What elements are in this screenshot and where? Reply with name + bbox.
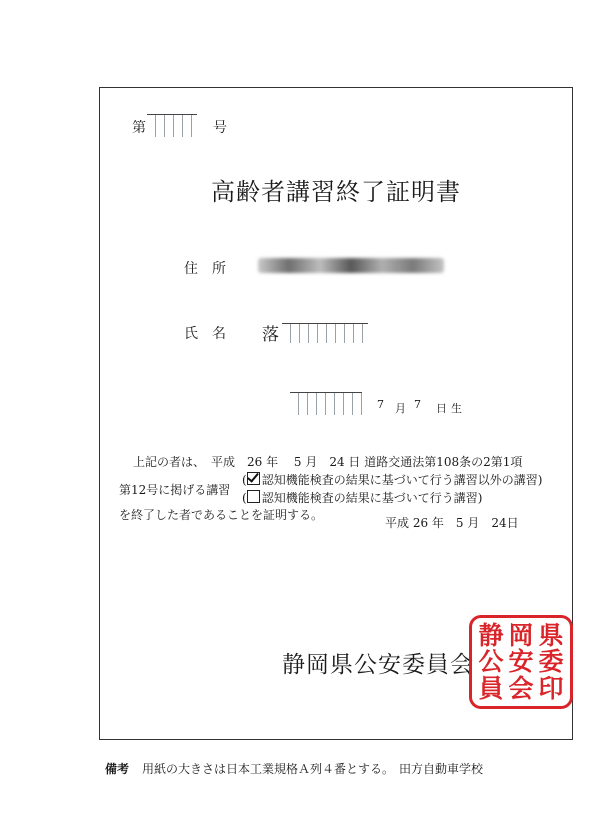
option-2: ( 認知機能検査の結果に基づいて行う講習) [242, 491, 483, 505]
name-first-char: 落 [262, 325, 279, 345]
body-line-2-prefix: 第12号に掲げる講習 [119, 483, 231, 497]
option-1-text: 認知機能検査の結果に基づいて行う講習以外の講習) [261, 473, 543, 487]
official-seal: 静 岡 県 公 安 委 員 会 印 [469, 615, 573, 709]
address-label: 住 所 [184, 261, 226, 277]
birth-day: 7 [414, 398, 421, 411]
certificate-title: 高齢者講習終了証明書 [211, 178, 461, 206]
option-1: ( 認知機能検査の結果に基づいて行う講習以外の講習) [242, 473, 543, 487]
number-suffix: 号 [213, 120, 227, 136]
address-redaction [258, 258, 444, 273]
issuer-name: 静岡県公安委員会 [282, 652, 474, 678]
option-2-text: 認知機能検査の結果に基づいて行う講習) [261, 491, 483, 505]
name-redaction [282, 323, 368, 343]
number-redaction [147, 114, 197, 137]
body-line-1: 上記の者は、 平成 26 年 5 月 24 日 道路交通法第108条の2第1項 [133, 455, 523, 469]
issue-date: 平成 26 年 5 月 24日 [385, 516, 519, 530]
number-prefix: 第 [132, 120, 146, 136]
remark-label: 備考 [105, 762, 130, 776]
body-line-3: を終了した者であることを証明する。 [119, 508, 324, 522]
birth-year-redaction [290, 392, 362, 415]
birth-month: 7 [377, 398, 384, 411]
remark-text: 用紙の大きさは日本工業規格Ａ列４番とする。 [142, 762, 395, 776]
option-1-checkbox [247, 472, 260, 485]
name-label: 氏 名 [184, 326, 226, 342]
birth-day-unit: 日生 [436, 402, 466, 415]
option-2-checkbox [247, 490, 260, 503]
school-name: 田方自動車学校 [399, 762, 484, 776]
birth-month-unit: 月 [395, 402, 406, 415]
